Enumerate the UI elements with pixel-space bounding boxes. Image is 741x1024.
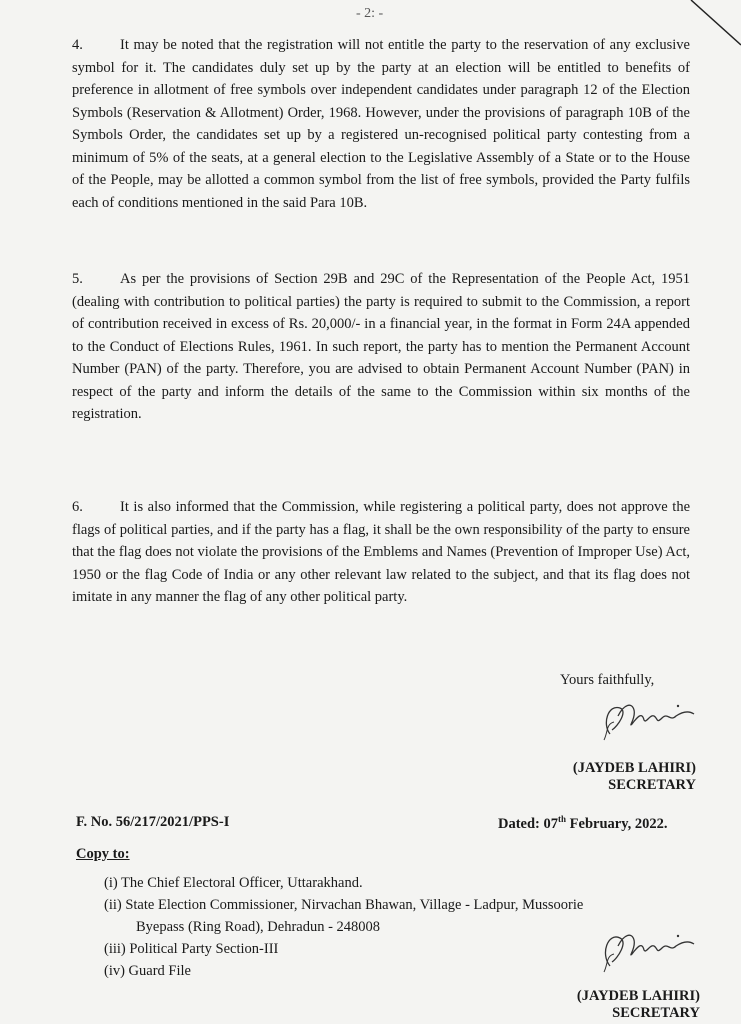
paragraph-text: As per the provisions of Section 29B and 29C of the Representation of the People Act, 1951 (dealing with contribution to political parties) the party is required to submit to the Commission, a report of contribution received in excess of Rs. 20,000/- in a financial year, in the format in Form 24A appended to the Conduct of Elections Rules, 1961. In such report, the party has to mention the Permanent Account Number (PAN) of the party. Therefore, you are advised to obtain Permanent Account Number (PAN) in respect of the party and inform the details of the same to the Commission within six months of the registration. [72, 271, 690, 422]
dated-line [498, 814, 668, 833]
file-number: F. No. 56/217/2021/PPS-I [76, 814, 230, 830]
closing-salutation: Yours faithfully, [560, 672, 655, 688]
signatory-title: SECRETARY [608, 777, 696, 793]
page-number: - 2: - [356, 6, 384, 21]
copy-to-item: (iii) Political Party Section-III [104, 941, 279, 957]
paragraph-6 [72, 496, 690, 609]
paragraph-text: It is also informed that the Commission, while registering a political party, does not approve the flags of political parties, and if the party has a flag, it shall be the own responsibility of the party to ensure that the flag does not violate the provisions of the Emblems and Names (Prevention of Improper Use) Act, 1950 or the flag Code of India or any other relevant law related to the subject, and that its flag does not imitate in any manner the flag of any other political party. [72, 499, 690, 605]
signatory-name: (JAYDEB LAHIRI) [576, 988, 700, 1004]
handwritten-signature-second [596, 922, 696, 978]
dated-superscript: th [558, 814, 567, 824]
copy-to-heading: Copy to: [76, 846, 130, 862]
copy-to-item: (ii) State Election Commissioner, Nirvachan Bhawan, Village - Ladpur, Mussoorie [104, 897, 584, 913]
copy-to-item: (i) The Chief Electoral Officer, Uttarakhand. [104, 875, 363, 891]
signatory-block [548, 760, 696, 794]
paragraph-4 [72, 34, 690, 214]
paragraph-text: It may be noted that the registration will not entitle the party to the reservation of any exclusive symbol for it. The candidates duly set up by the party at an election will be entitled to benefits of preference in allotment of free symbols over independent candidates under paragraph 12 of the Election Symbols (Reservation & Allotment) Order, 1968. However, under the provisions of paragraph 10B of the Symbols Order, the candidates set up by a registered un-recognised political party contesting from a minimum of 5% of the seats, at a general election to the Legislative Assembly of a State or to the House of the People, may be allotted a common symbol from the list of free symbols, provided the Party fulfils each of conditions mentioned in the said Para 10B. [72, 37, 690, 211]
copy-to-item: (iv) Guard File [104, 963, 191, 979]
handwritten-signature [598, 694, 698, 746]
signatory-block-second [548, 988, 700, 1022]
signatory-title: SECRETARY [612, 1005, 700, 1021]
dated-suffix: February, 2022. [566, 815, 668, 832]
dated-prefix: Dated: 07 [498, 815, 559, 832]
scan-edge-line [681, 0, 741, 60]
signatory-name: (JAYDEB LAHIRI) [572, 760, 696, 776]
paragraph-number: 5. [72, 271, 83, 287]
paragraph-5 [72, 268, 690, 426]
paragraph-number: 6. [72, 499, 83, 515]
paragraph-number: 4. [72, 37, 83, 53]
copy-to-item-continued: Byepass (Ring Road), Dehradun - 248008 [136, 919, 381, 935]
